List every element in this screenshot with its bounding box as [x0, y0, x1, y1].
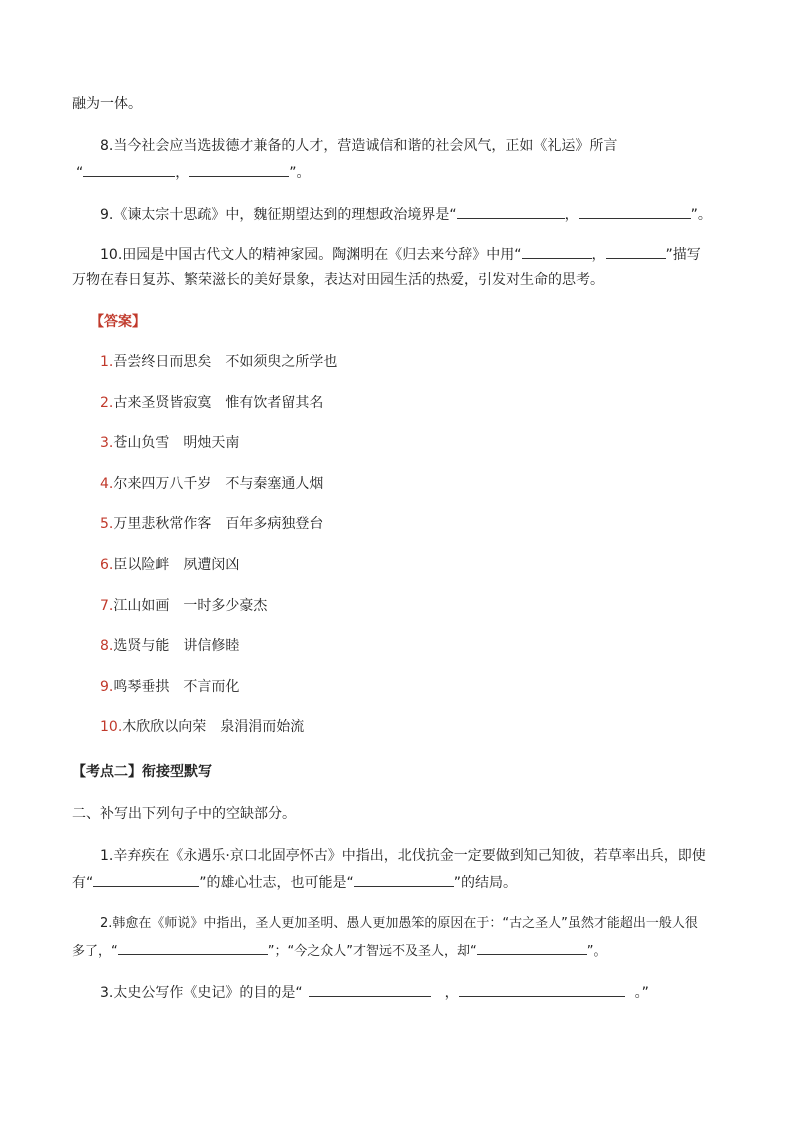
- blank-field[interactable]: [459, 982, 625, 997]
- s2-question-2-line1: 2.韩愈在《师说》中指出，圣人更加圣明、愚人更加愚笨的原因在于：“古之圣人”虽然才能超出一般人很: [100, 916, 698, 931]
- blank-field[interactable]: [189, 162, 289, 177]
- text-segment: ”；“今之众人”才智远不及圣人，却“: [267, 944, 477, 959]
- blank-field[interactable]: [118, 940, 268, 955]
- question-10-line1: [100, 244, 701, 265]
- separator: ，: [564, 207, 579, 223]
- answer-heading: 【答案】: [90, 314, 146, 330]
- answer-number: 5.: [100, 516, 114, 533]
- answer-item: [100, 596, 267, 616]
- answer-item: [100, 717, 304, 737]
- text-segment: 多了，“: [72, 944, 118, 959]
- question-9: [100, 204, 712, 225]
- answer-item: [100, 677, 239, 697]
- section-2-heading: 【考点二】衔接型默写: [72, 764, 212, 780]
- text-segment: ”的雄心壮志，也可能是“: [199, 875, 354, 891]
- answer-item: [100, 393, 323, 413]
- close-quote: ”。: [690, 207, 712, 223]
- answer-text: 鸣琴垂拱 不言而化: [113, 678, 240, 695]
- question-10-text: 10.田园是中国古代文人的精神家园。陶渊明在《归去来兮辞》中用“: [100, 247, 522, 263]
- answer-item: [100, 555, 239, 575]
- answer-text: 古来圣贤皆寂寞 惟有饮者留其名: [113, 394, 324, 411]
- answer-number: 10.: [100, 719, 123, 736]
- answer-text: 吾尝终日而思矣 不如须臾之所学也: [113, 354, 338, 370]
- text-segment: ”的结局。: [453, 875, 518, 891]
- answer-text: 苍山负雪 明烛天南: [113, 435, 240, 452]
- blank-field[interactable]: [93, 872, 199, 887]
- answer-item: [100, 433, 239, 453]
- blank-field[interactable]: [309, 982, 431, 997]
- answer-number: 2.: [100, 394, 114, 411]
- intro-tail: 融为一体。: [72, 96, 142, 112]
- text-segment: 。”: [634, 985, 649, 1001]
- blank-field[interactable]: [522, 244, 592, 259]
- question-9-text: 9.《谏太宗十思疏》中，魏征期望达到的理想政治境界是“: [100, 207, 457, 223]
- answer-number: 6.: [100, 557, 114, 573]
- answer-number: 8.: [100, 638, 114, 655]
- answer-text: 木欣欣以向荣 泉涓涓而始流: [122, 719, 305, 736]
- question-8-line1: 8.当今社会应当选拔德才兼备的人才，营造诚信和谐的社会风气，正如《礼运》所言: [100, 138, 618, 154]
- answer-number: 9.: [100, 678, 114, 695]
- blank-field[interactable]: [606, 244, 666, 259]
- blank-field[interactable]: [477, 940, 587, 955]
- answer-item: [100, 474, 323, 494]
- answer-text: 选贤与能 讲信修睦: [113, 638, 240, 655]
- s2-question-3: [100, 982, 649, 1003]
- answer-number: 3.: [100, 435, 114, 452]
- text-segment: ”。: [586, 944, 607, 959]
- close-quote: ”。: [289, 165, 311, 181]
- separator: ，: [591, 247, 606, 263]
- answer-item: [100, 352, 337, 372]
- close-quote: ”描写: [665, 247, 701, 263]
- section-2-instruction: 二、补写出下列句子中的空缺部分。: [72, 806, 296, 822]
- answer-number: 1.: [100, 354, 114, 370]
- answer-text: 万里悲秋常作客 百年多病独登台: [113, 516, 324, 533]
- blank-field[interactable]: [457, 204, 565, 219]
- s2-question-2-line2: [72, 940, 606, 962]
- s2-question-1-line1: 1.辛弃疾在《永遇乐·京口北固亭怀古》中指出，北伐抗金一定要做到知己知彼，若草率出兵，即使: [100, 848, 706, 864]
- answer-text: 尔来四万八千岁 不与秦塞通人烟: [113, 475, 324, 492]
- blank-field[interactable]: [579, 204, 691, 219]
- answer-number: 4.: [100, 475, 114, 492]
- answer-number: 7.: [100, 597, 114, 614]
- text-segment: ，: [444, 985, 459, 1001]
- text-segment: 3.太史公写作《史记》的目的是“: [100, 985, 303, 1001]
- text-segment: 有“: [72, 875, 94, 891]
- answer-text: 臣以险衅 夙遭闵凶: [113, 557, 240, 573]
- answer-text: 江山如画 一时多少豪杰: [113, 597, 268, 614]
- answer-item: [100, 636, 239, 656]
- blank-field[interactable]: [83, 162, 175, 177]
- blank-field[interactable]: [354, 872, 454, 887]
- question-10-line2: 万物在春日复苏、繁荣滋长的美好景象，表达对田园生活的热爱，引发对生命的思考。: [72, 272, 604, 288]
- question-8-line2: [76, 162, 311, 183]
- s2-question-1-line2: [72, 872, 517, 893]
- open-quote: “: [76, 165, 84, 181]
- separator: ，: [175, 165, 190, 181]
- answer-item: [100, 514, 323, 534]
